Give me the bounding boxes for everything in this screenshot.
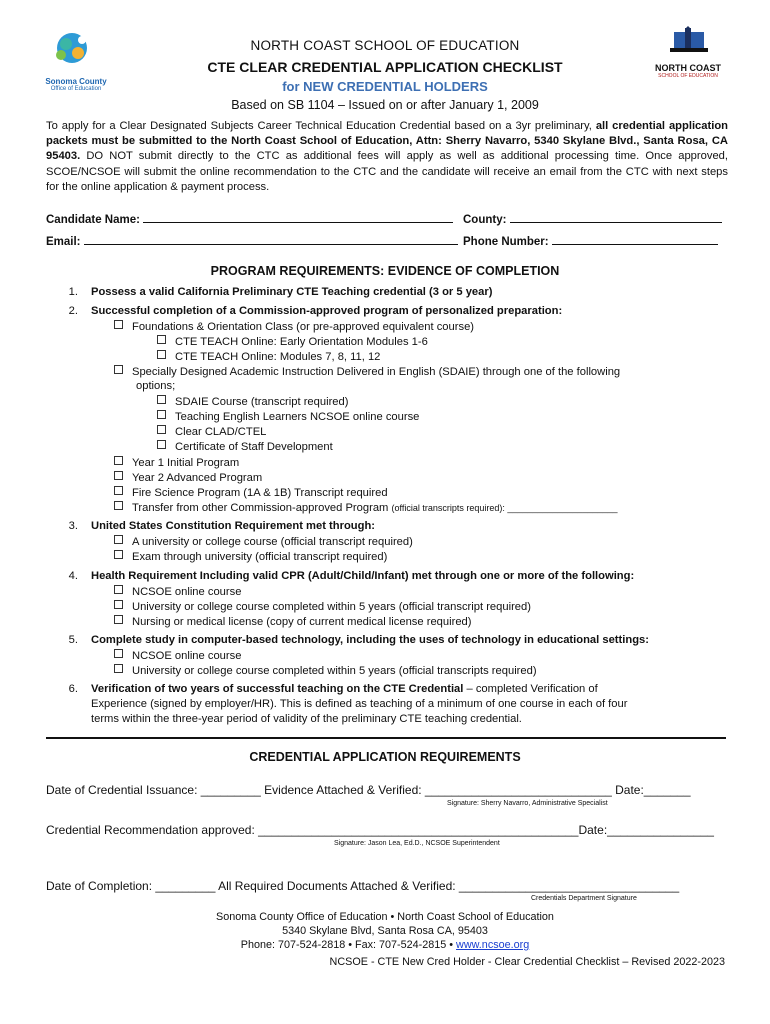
candidate-name-row xyxy=(46,211,453,226)
checklist-item[interactable] xyxy=(114,600,531,613)
intro-bold: all credential application packets must be submitted to the North Coast School of Education, Attn: Sherry Navarro, 5340 Skylane Blvd., Santa Rosa, CA 95403. xyxy=(46,120,729,163)
item-label: NCSOE online course xyxy=(132,586,242,598)
program-heading: PROGRAM REQUIREMENTS: EVIDENCE OF COMPLETION xyxy=(210,264,560,278)
phone-row xyxy=(463,233,718,248)
item-note: (official transcripts required): ______________________ xyxy=(391,503,618,513)
recommendation-line[interactable]: Credential Recommendation approved: ________________________________________________Date:________________ xyxy=(46,823,714,837)
checkbox[interactable] xyxy=(157,350,166,359)
checklist-item[interactable] xyxy=(114,365,620,378)
checkbox[interactable] xyxy=(114,486,123,495)
based-on-note: Based on SB 1104 – Issued on or after January 1, 2009 xyxy=(231,98,539,112)
item-label: CTE TEACH Online: Early Orientation Modules 1-6 xyxy=(175,336,428,348)
checkbox[interactable] xyxy=(114,615,123,624)
checklist-item[interactable] xyxy=(157,440,333,453)
item-label: Specially Designed Academic Instruction Delivered in English (SDAIE) through one of the following xyxy=(132,366,621,378)
req4-text: Health Requirement Including valid CPR (Adult/Child/Infant) met through one or more of the following: xyxy=(91,570,635,582)
phone-label: Phone Number: xyxy=(463,236,549,248)
credential-heading: CREDENTIAL APPLICATION REQUIREMENTS xyxy=(249,750,521,764)
req6-bold: Verification of two years of successful teaching on the CTE Credential xyxy=(91,683,464,695)
checklist-item[interactable] xyxy=(157,395,348,408)
section-divider xyxy=(46,737,726,739)
checkbox[interactable] xyxy=(114,600,123,609)
item-label: University or college course completed within 5 years (official transcripts required) xyxy=(132,665,537,677)
checkbox[interactable] xyxy=(157,410,166,419)
checkbox[interactable] xyxy=(157,395,166,404)
req6-text xyxy=(91,683,598,695)
req5-number: 5. xyxy=(68,634,78,646)
item-label: Fire Science Program (1A & 1B) Transcript required xyxy=(132,487,388,499)
footer-phone-fax: Phone: 707-524-2818 • Fax: 707-524-2815 • xyxy=(240,939,457,951)
checklist-item[interactable] xyxy=(114,585,241,598)
req4-number: 4. xyxy=(68,570,78,582)
checklist-item[interactable] xyxy=(114,320,474,333)
req6-rest: – completed Verification of xyxy=(463,683,598,695)
checklist-item[interactable] xyxy=(114,456,239,469)
checkbox[interactable] xyxy=(114,585,123,594)
item-label: Transfer from other Commission-approved Program xyxy=(132,502,389,514)
req6-line3: terms within the three-year period of validity of the preliminary CTE teaching credential. xyxy=(91,713,522,725)
checkbox[interactable] xyxy=(157,440,166,449)
checklist-item[interactable] xyxy=(114,649,241,662)
intro-part2: DO NOT submit directly to the CTC as additional fees will apply as well as additional processing time. Once approved, SCOE/NCSOE will submit the online recommendation to the CTC and the candidate will receive an email from the CTC with next steps for the online application & payment process. xyxy=(46,150,728,193)
footer-org: Sonoma County Office of Education • North Coast School of Education xyxy=(216,911,554,923)
org-title: NORTH COAST SCHOOL OF EDUCATION xyxy=(250,38,520,53)
credential-issuance-line[interactable]: Date of Credential Issuance: _________ Evidence Attached & Verified: ____________________________ Date:_______ xyxy=(46,783,691,797)
item-label: A university or college course (official transcript required) xyxy=(132,536,413,548)
intro-paragraph xyxy=(46,119,728,195)
checkbox[interactable] xyxy=(157,335,166,344)
checklist-item[interactable] xyxy=(114,664,537,677)
req2-number: 2. xyxy=(68,305,78,317)
item-label: Certificate of Staff Development xyxy=(175,441,333,453)
website-link[interactable]: www.ncsoe.org xyxy=(456,939,530,951)
checkbox[interactable] xyxy=(114,550,123,559)
email-label: Email: xyxy=(46,236,81,248)
county-field[interactable] xyxy=(510,211,722,223)
signature-caption-navarro: Signature: Sherry Navarro, Administrative Specialist xyxy=(447,800,608,807)
signature-caption-credentials: Credentials Department Signature xyxy=(531,895,637,902)
checklist-item[interactable] xyxy=(157,335,428,348)
checklist-item[interactable] xyxy=(114,501,617,514)
north-coast-logo-line2: SCHOOL OF EDUCATION xyxy=(658,73,718,79)
checkbox[interactable] xyxy=(114,471,123,480)
sonoma-logo-line2: Office of Education xyxy=(50,86,102,92)
county-label: County: xyxy=(463,214,507,226)
checklist-item[interactable] xyxy=(157,350,380,363)
footer-address: 5340 Skylane Blvd, Santa Rosa CA, 95403 xyxy=(282,925,488,937)
item-label: Foundations & Orientation Class (or pre-approved equivalent course) xyxy=(132,321,475,333)
item-label: Nursing or medical license (copy of current medical license required) xyxy=(132,616,472,628)
checkbox[interactable] xyxy=(114,649,123,658)
req2-text: Successful completion of a Commission-approved program of personalized preparation: xyxy=(91,305,563,317)
checkbox[interactable] xyxy=(114,664,123,673)
req6-number: 6. xyxy=(68,683,78,695)
sonoma-logo-line1: Sonoma County xyxy=(45,77,107,86)
req1-number: 1. xyxy=(68,286,78,298)
checklist-item[interactable] xyxy=(114,471,262,484)
req3-number: 3. xyxy=(68,520,78,532)
item-label: SDAIE Course (transcript required) xyxy=(175,396,349,408)
checkbox[interactable] xyxy=(114,320,123,329)
county-row xyxy=(463,211,722,226)
checklist-item[interactable] xyxy=(114,535,413,548)
page-title: CTE CLEAR CREDENTIAL APPLICATION CHECKLIST xyxy=(207,59,563,75)
checklist-item[interactable] xyxy=(114,486,388,499)
email-field[interactable] xyxy=(84,233,458,245)
item-label: Exam through university (official transcript required) xyxy=(132,551,388,563)
req1-text: Possess a valid California Preliminary CTE Teaching credential (3 or 5 year) xyxy=(91,286,493,298)
item-continuation: options; xyxy=(136,380,176,392)
checklist-item[interactable] xyxy=(157,425,266,438)
north-coast-logo-line1: NORTH COAST xyxy=(655,63,721,73)
revision-note: NCSOE - CTE New Cred Holder - Clear Credential Checklist – Revised 2022-2023 xyxy=(329,956,725,968)
checkbox[interactable] xyxy=(114,501,123,510)
email-row xyxy=(46,233,458,248)
checkbox[interactable] xyxy=(157,425,166,434)
candidate-name-field[interactable] xyxy=(143,211,453,223)
checkbox[interactable] xyxy=(114,535,123,544)
req6-line2: Experience (signed by employer/HR). This is defined as teaching of a minimum of one course in each of four xyxy=(91,698,628,710)
req5-text: Complete study in computer-based technology, including the uses of technology in educational settings: xyxy=(91,634,649,646)
checkbox[interactable] xyxy=(114,365,123,374)
intro-part1: To apply for a Clear Designated Subjects Career Technical Education Credential based on a 3yr preliminary, xyxy=(46,120,596,132)
phone-field[interactable] xyxy=(552,233,718,245)
footer-contact xyxy=(0,939,770,951)
page-subtitle: for NEW CREDENTIAL HOLDERS xyxy=(282,79,488,94)
item-label: CTE TEACH Online: Modules 7, 8, 11, 12 xyxy=(175,351,381,363)
item-label: Clear CLAD/CTEL xyxy=(175,426,267,438)
item-label: Year 2 Advanced Program xyxy=(132,472,263,484)
checklist-item[interactable] xyxy=(157,410,419,423)
checklist-item[interactable] xyxy=(114,615,472,628)
signature-caption-lea: Signature: Jason Lea, Ed.D., NCSOE Superintendent xyxy=(334,840,500,847)
checkbox[interactable] xyxy=(114,456,123,465)
item-label: Year 1 Initial Program xyxy=(132,457,240,469)
candidate-name-label: Candidate Name: xyxy=(46,214,140,226)
req3-text: United States Constitution Requirement met through: xyxy=(91,520,376,532)
item-label: University or college course completed within 5 years (official transcript required) xyxy=(132,601,531,613)
item-label: Teaching English Learners NCSOE online course xyxy=(175,411,420,423)
checklist-item[interactable] xyxy=(114,550,387,563)
completion-line[interactable]: Date of Completion: _________ All Required Documents Attached & Verified: _________________________________ xyxy=(46,879,680,893)
item-label: NCSOE online course xyxy=(132,650,242,662)
